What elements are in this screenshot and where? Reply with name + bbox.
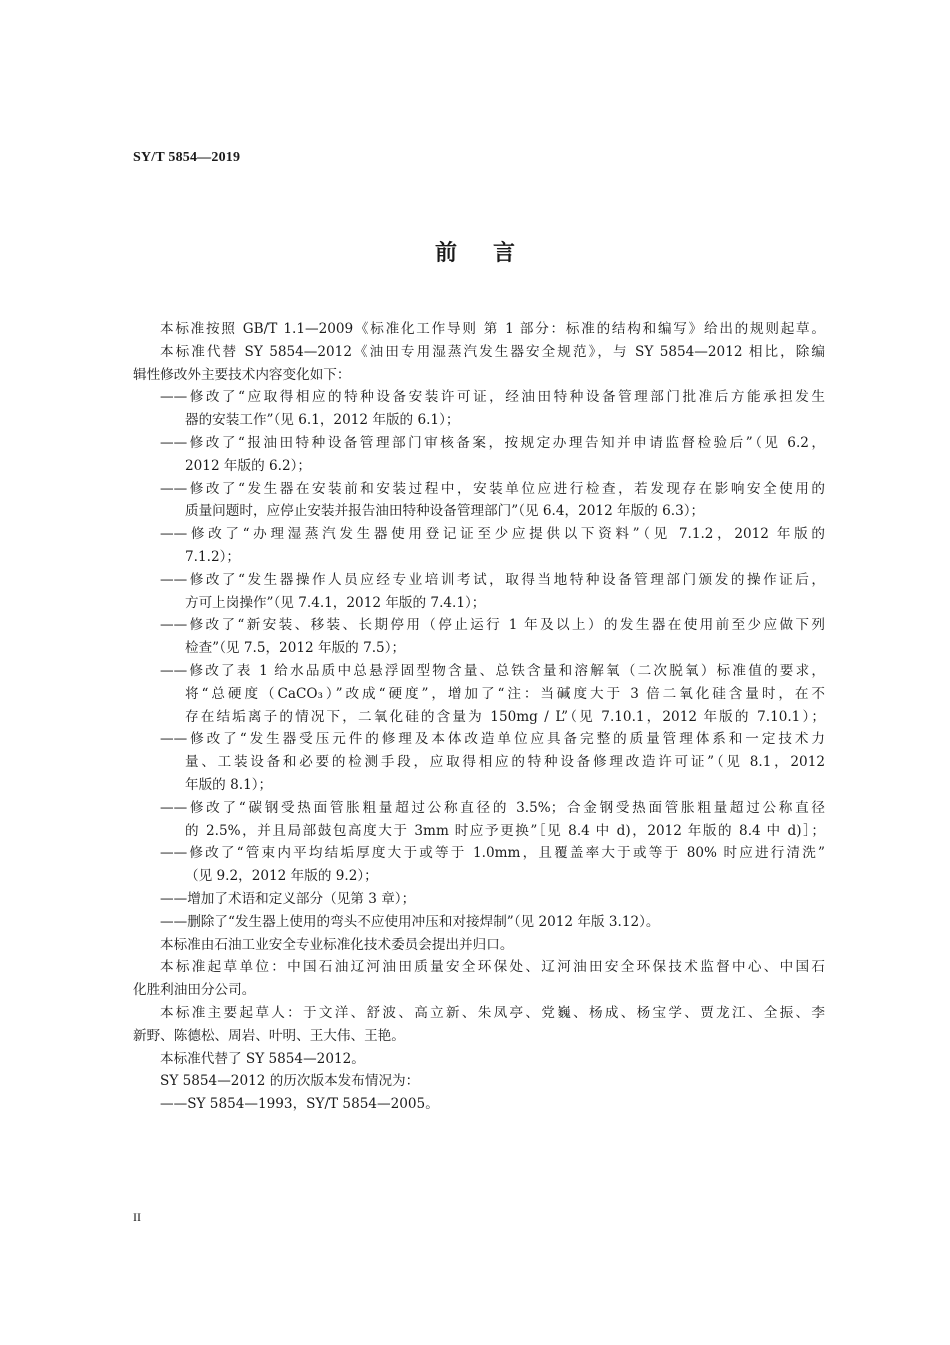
standard-code: SY/T 5854—2019 [133,150,241,165]
text-line: 2012 年版的 6.2）； [185,457,312,474]
text-line: ——修改了“新安装、移装、长期停用（停止运行 1 年及以上）的发生器在使用前至少应做下列 [160,617,825,634]
text-line: 本标准起草单位：中国石油辽河油田质量安全环保处、辽河油田安全环保技术监督中心、中国石 [160,959,825,976]
text-line: ——修改了“办理湿蒸汽发生器使用登记证至少应提供以下资料”（见 7.1.2，2012 年版的 [160,526,825,543]
text-line: ——修改了“碳钢受热面管胀粗量超过公称直径的 3.5%；合金钢受热面管胀粗量超过公称直径 [160,799,825,816]
text-line: ——修改了“发生器在安装前和安装过程中，安装单位应进行检查，若发现存在影响安全使用的 [160,480,825,497]
text-line: 本标准代替 SY 5854—2012《油田专用湿蒸汽发生器安全规范》，与 SY 5854—2012 相比，除编 [160,343,825,360]
text-line: （见 9.2，2012 年版的 9.2）； [185,868,378,885]
foreword-body [133,318,825,1116]
text-line: ——SY 5854—1993，SY/T 5854—2005。 [160,1096,439,1113]
text-line: SY 5854—2012 的历次版本发布情况为： [160,1073,420,1090]
text-line: 年版的 8.1）； [185,776,273,793]
text-line: ——修改了表 1 给水品质中总悬浮固型物含量、总铁含量和溶解氧（二次脱氧）标准值的要求， [160,662,825,679]
text-line: ——修改了“发生器操作人员应经专业培训考试，取得当地特种设备管理部门颁发的操作证后， [160,571,825,588]
text-line: 新野、陈德松、周岩、叶明、王大伟、王艳。 [133,1027,405,1044]
text-line: 将“总硬度（CaCO₃）”改成“硬度”，增加了“注：当碱度大于 3 倍二氧化硅含量时，在不 [185,685,825,702]
page-number: II [133,1210,141,1224]
text-line: ——删除了“发生器上使用的弯头不应使用冲压和对接焊制”（见 2012 年版 3.12）。 [160,913,660,930]
text-line: ——修改了“应取得相应的特种设备安装许可证，经油田特种设备管理部门批准后方能承担发生 [160,389,825,406]
text-line: 辑性修改外主要技术内容变化如下： [133,366,351,383]
text-line: 存在结垢离子的情况下，二氧化硅的含量为 150mg / L”（见 7.10.1，2012 年版的 7.10.1）； [185,708,825,725]
text-line: ——修改了“报油田特种设备管理部门审核备案，按规定办理告知并申请监督检验后”（见 6.2， [160,434,825,451]
text-line: 本标准主要起草人：于文洋、舒波、高立新、朱凤亭、党巍、杨成、杨宝学、贾龙江、全振、李 [160,1004,825,1021]
text-line: 质量问题时，应停止安装并报告油田特种设备管理部门”（见 6.4，2012 年版的 6.3）； [185,503,705,520]
text-line: 7.1.2）； [185,548,240,565]
text-line: 本标准代替了 SY 5854—2012。 [160,1050,365,1067]
text-line: ——增加了术语和定义部分（见第 3 章）； [160,890,416,907]
text-line: 的 2.5%，并且局部鼓包高度大于 3mm 时应予更换”［见 8.4 中 d)，2012 年版的 8.4 中 d)］； [185,822,825,839]
text-line: ——修改了“发生器受压元件的修理及本体改造单位应具备完整的质量管理体系和一定技术力 [160,731,825,748]
text-line: 方可上岗操作”（见 7.4.1，2012 年版的 7.4.1）； [185,594,486,611]
text-line: 检查”（见 7.5，2012 年版的 7.5）； [185,640,406,657]
page-title: 前言 [434,241,551,266]
text-line: 本标准按照 GB/T 1.1—2009《标准化工作导则 第 1 部分：标准的结构和编写》给出的规则起草。 [160,321,825,337]
text-line: 本标准由石油工业安全专业标准化技术委员会提出并归口。 [160,936,514,953]
text-line: ——修改了“管束内平均结垢厚度大于或等于 1.0mm，且覆盖率大于或等于 80% 时应进行清洗” [160,845,825,862]
text-line: 器的安装工作”（见 6.1，2012 年版的 6.1）； [185,412,460,429]
text-line: 化胜利油田分公司。 [133,982,256,999]
text-line: 量、工装设备和必要的检测手段，应取得相应的特种设备修理改造许可证”（见 8.1，2012 [185,754,825,771]
